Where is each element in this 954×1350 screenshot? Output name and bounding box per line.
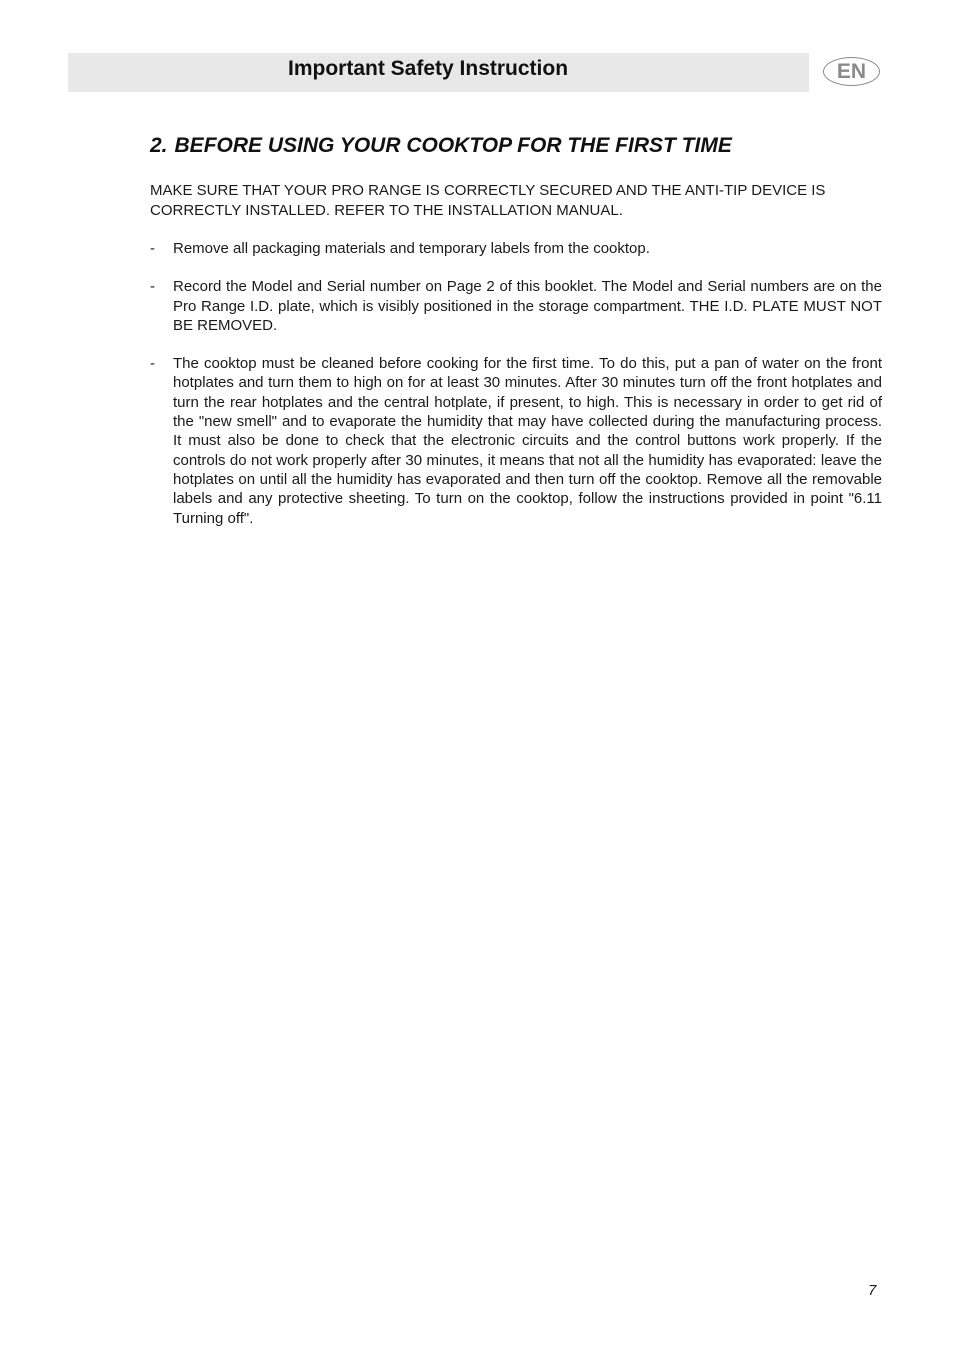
header-title: Important Safety Instruction bbox=[288, 57, 569, 80]
section-title: BEFORE USING YOUR COOKTOP FOR THE FIRST TIME bbox=[174, 134, 732, 157]
bullet-dash: - bbox=[150, 355, 155, 373]
bullet-dash: - bbox=[150, 240, 155, 257]
header-bar bbox=[68, 53, 809, 92]
language-badge: EN bbox=[823, 57, 880, 86]
list-item-text: Record the Model and Serial number on Page 2 of this booklet. The Model and Serial numbers are on the Pro Range I.D. plate, which is visibly positioned in the storage compartment. THE I.D. PLATE MUST NOT BE REMOVED. bbox=[173, 278, 882, 334]
bullet-dash: - bbox=[150, 278, 155, 296]
list-item-text: Remove all packaging materials and temporary labels from the cooktop. bbox=[173, 240, 650, 257]
page-number: 7 bbox=[868, 1282, 877, 1299]
list-item bbox=[150, 354, 882, 528]
list-item-text: The cooktop must be cleaned before cooking for the first time. To do this, put a pan of water on the front hotplates and turn them to high on for at least 30 minutes. After 30 minutes turn off the front hotplates and turn the rear hotplates and the central hotplate, if present, to high. This is necessary in order to get rid of the "new smell" and to evaporate the humidity that may have collected during the manufacturing process. It must also be done to check that the electronic circuits and the control buttons work properly. If the controls do not work properly after 30 minutes, it means that not all the humidity has evaporated: leave the hotplates on until all the humidity has evaporated and then turn off the cooktop. Remove all the removable labels and any protective sheeting. To turn on the cooktop, follow the instructions provided in point "6.11 Turning off". bbox=[173, 355, 882, 527]
section-number: 2. bbox=[150, 134, 168, 157]
intro-paragraph: MAKE SURE THAT YOUR PRO RANGE IS CORRECTLY SECURED AND THE ANTI-TIP DEVICE IS CORRECTLY INSTALLED. REFER TO THE INSTALLATION MANUAL. bbox=[150, 182, 826, 219]
section-heading bbox=[150, 132, 732, 160]
instruction-list bbox=[150, 239, 882, 547]
list-item bbox=[150, 277, 882, 335]
list-item bbox=[150, 239, 882, 258]
